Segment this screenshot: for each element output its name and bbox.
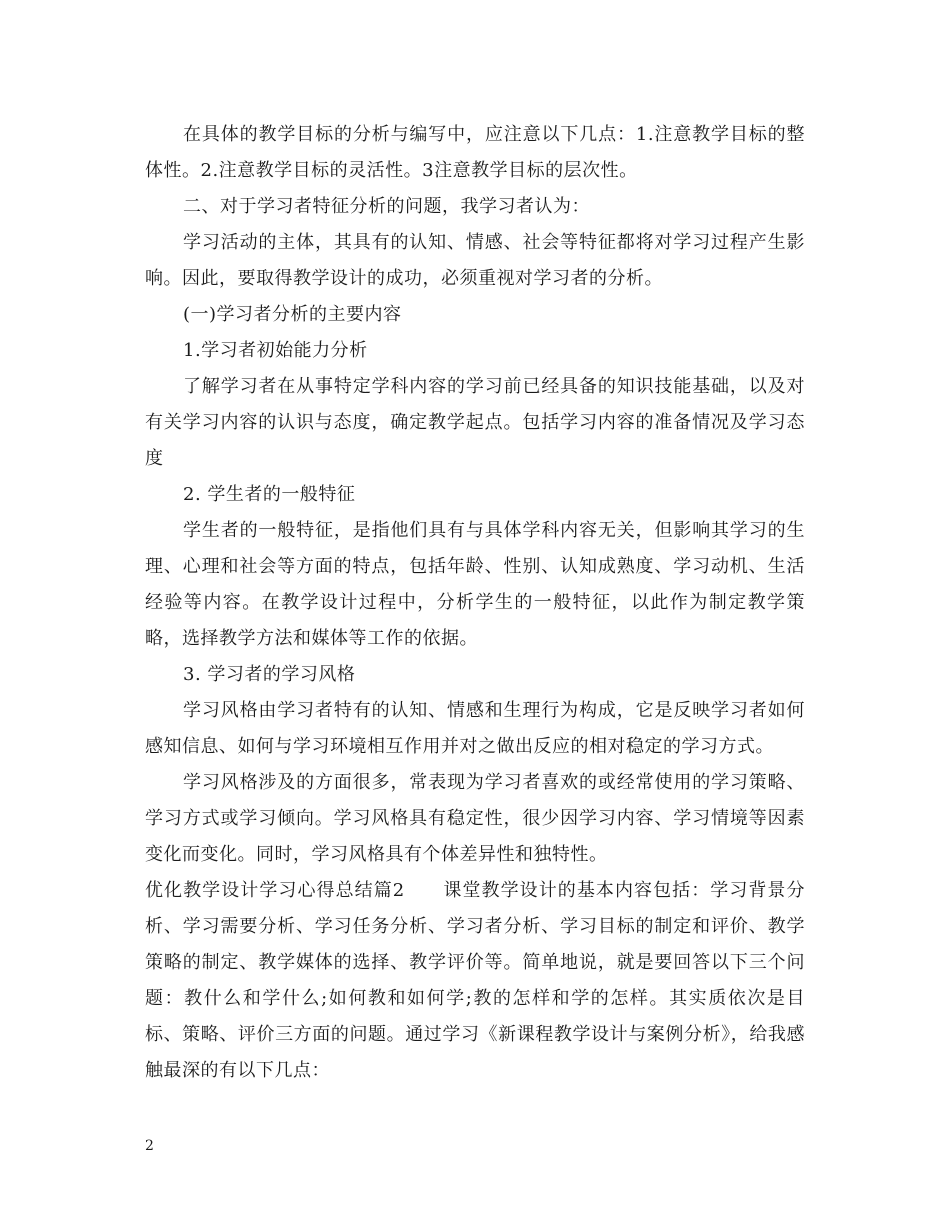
paragraph-learner-subject: 学习活动的主体，其具有的认知、情感、社会等特征都将对学习过程产生影响。因此，要取得教学设计的成功，必须重视对学习者的分析。 — [145, 232, 805, 289]
paragraph-objectives-notes: 在具体的教学目标的分析与编写中，应注意以下几点：1.注意教学目标的整体性。2.注意教学目标的灵活性。3注意教学目标的层次性。 — [145, 124, 805, 181]
paragraph-initial-ability: 了解学习者在从事特定学科内容的学习前已经具备的知识技能基础，以及对有关学习内容的认识与态度，确定教学起点。包括学习内容的准备情况及学习态度 — [145, 376, 805, 469]
heading-initial-ability: 1.学习者初始能力分析 — [183, 340, 368, 361]
heading-general-characteristics: 2. 学生者的一般特征 — [183, 484, 356, 505]
page-number: 2 — [145, 1138, 154, 1154]
document-body — [145, 117, 805, 1089]
heading-learning-style: 3. 学习者的学习风格 — [183, 664, 356, 685]
heading-learner-analysis-content: (一)学习者分析的主要内容 — [183, 304, 402, 325]
heading-learner-analysis: 二、对于学习者特征分析的问题，我学习者认为： — [183, 196, 590, 217]
paragraph-general-characteristics: 学生者的一般特征，是指他们具有与具体学科内容无关，但影响其学习的生理、心理和社会等方面的特点，包括年龄、性别、认知成熟度、学习动机、生活经验等内容。在教学设计过程中，分析学生的一般特征，以此作为制定教学策略，选择教学方法和媒体等工作的依据。 — [145, 520, 805, 649]
paragraph-learning-style-definition: 学习风格由学习者特有的认知、情感和生理行为构成，它是反映学习者如何感知信息、如何与学习环境相互作用并对之做出反应的相对稳定的学习方式。 — [145, 700, 805, 757]
paragraph-learning-style-aspects: 学习风格涉及的方面很多，常表现为学习者喜欢的或经常使用的学习策略、学习方式或学习倾向。学习风格具有稳定性，很少因学习内容、学习情境等因素变化而变化。同时，学习风格具有个体差异性和独特性。 — [145, 772, 805, 865]
paragraph-article-2-intro: 优化教学设计学习心得总结篇2 课堂教学设计的基本内容包括：学习背景分析、学习需要分析、学习任务分析、学习者分析、学习目标的制定和评价、教学策略的制定、教学媒体的选择、教学评价等。简单地说，就是要回答以下三个问题：教什么和学什么;如何教和如何学;教的怎样和学的怎样。其实质依次是目标、策略、评价三方面的问题。通过学习《新课程教学设计与案例分析》，给我感触最深的有以下几点： — [145, 880, 805, 1081]
